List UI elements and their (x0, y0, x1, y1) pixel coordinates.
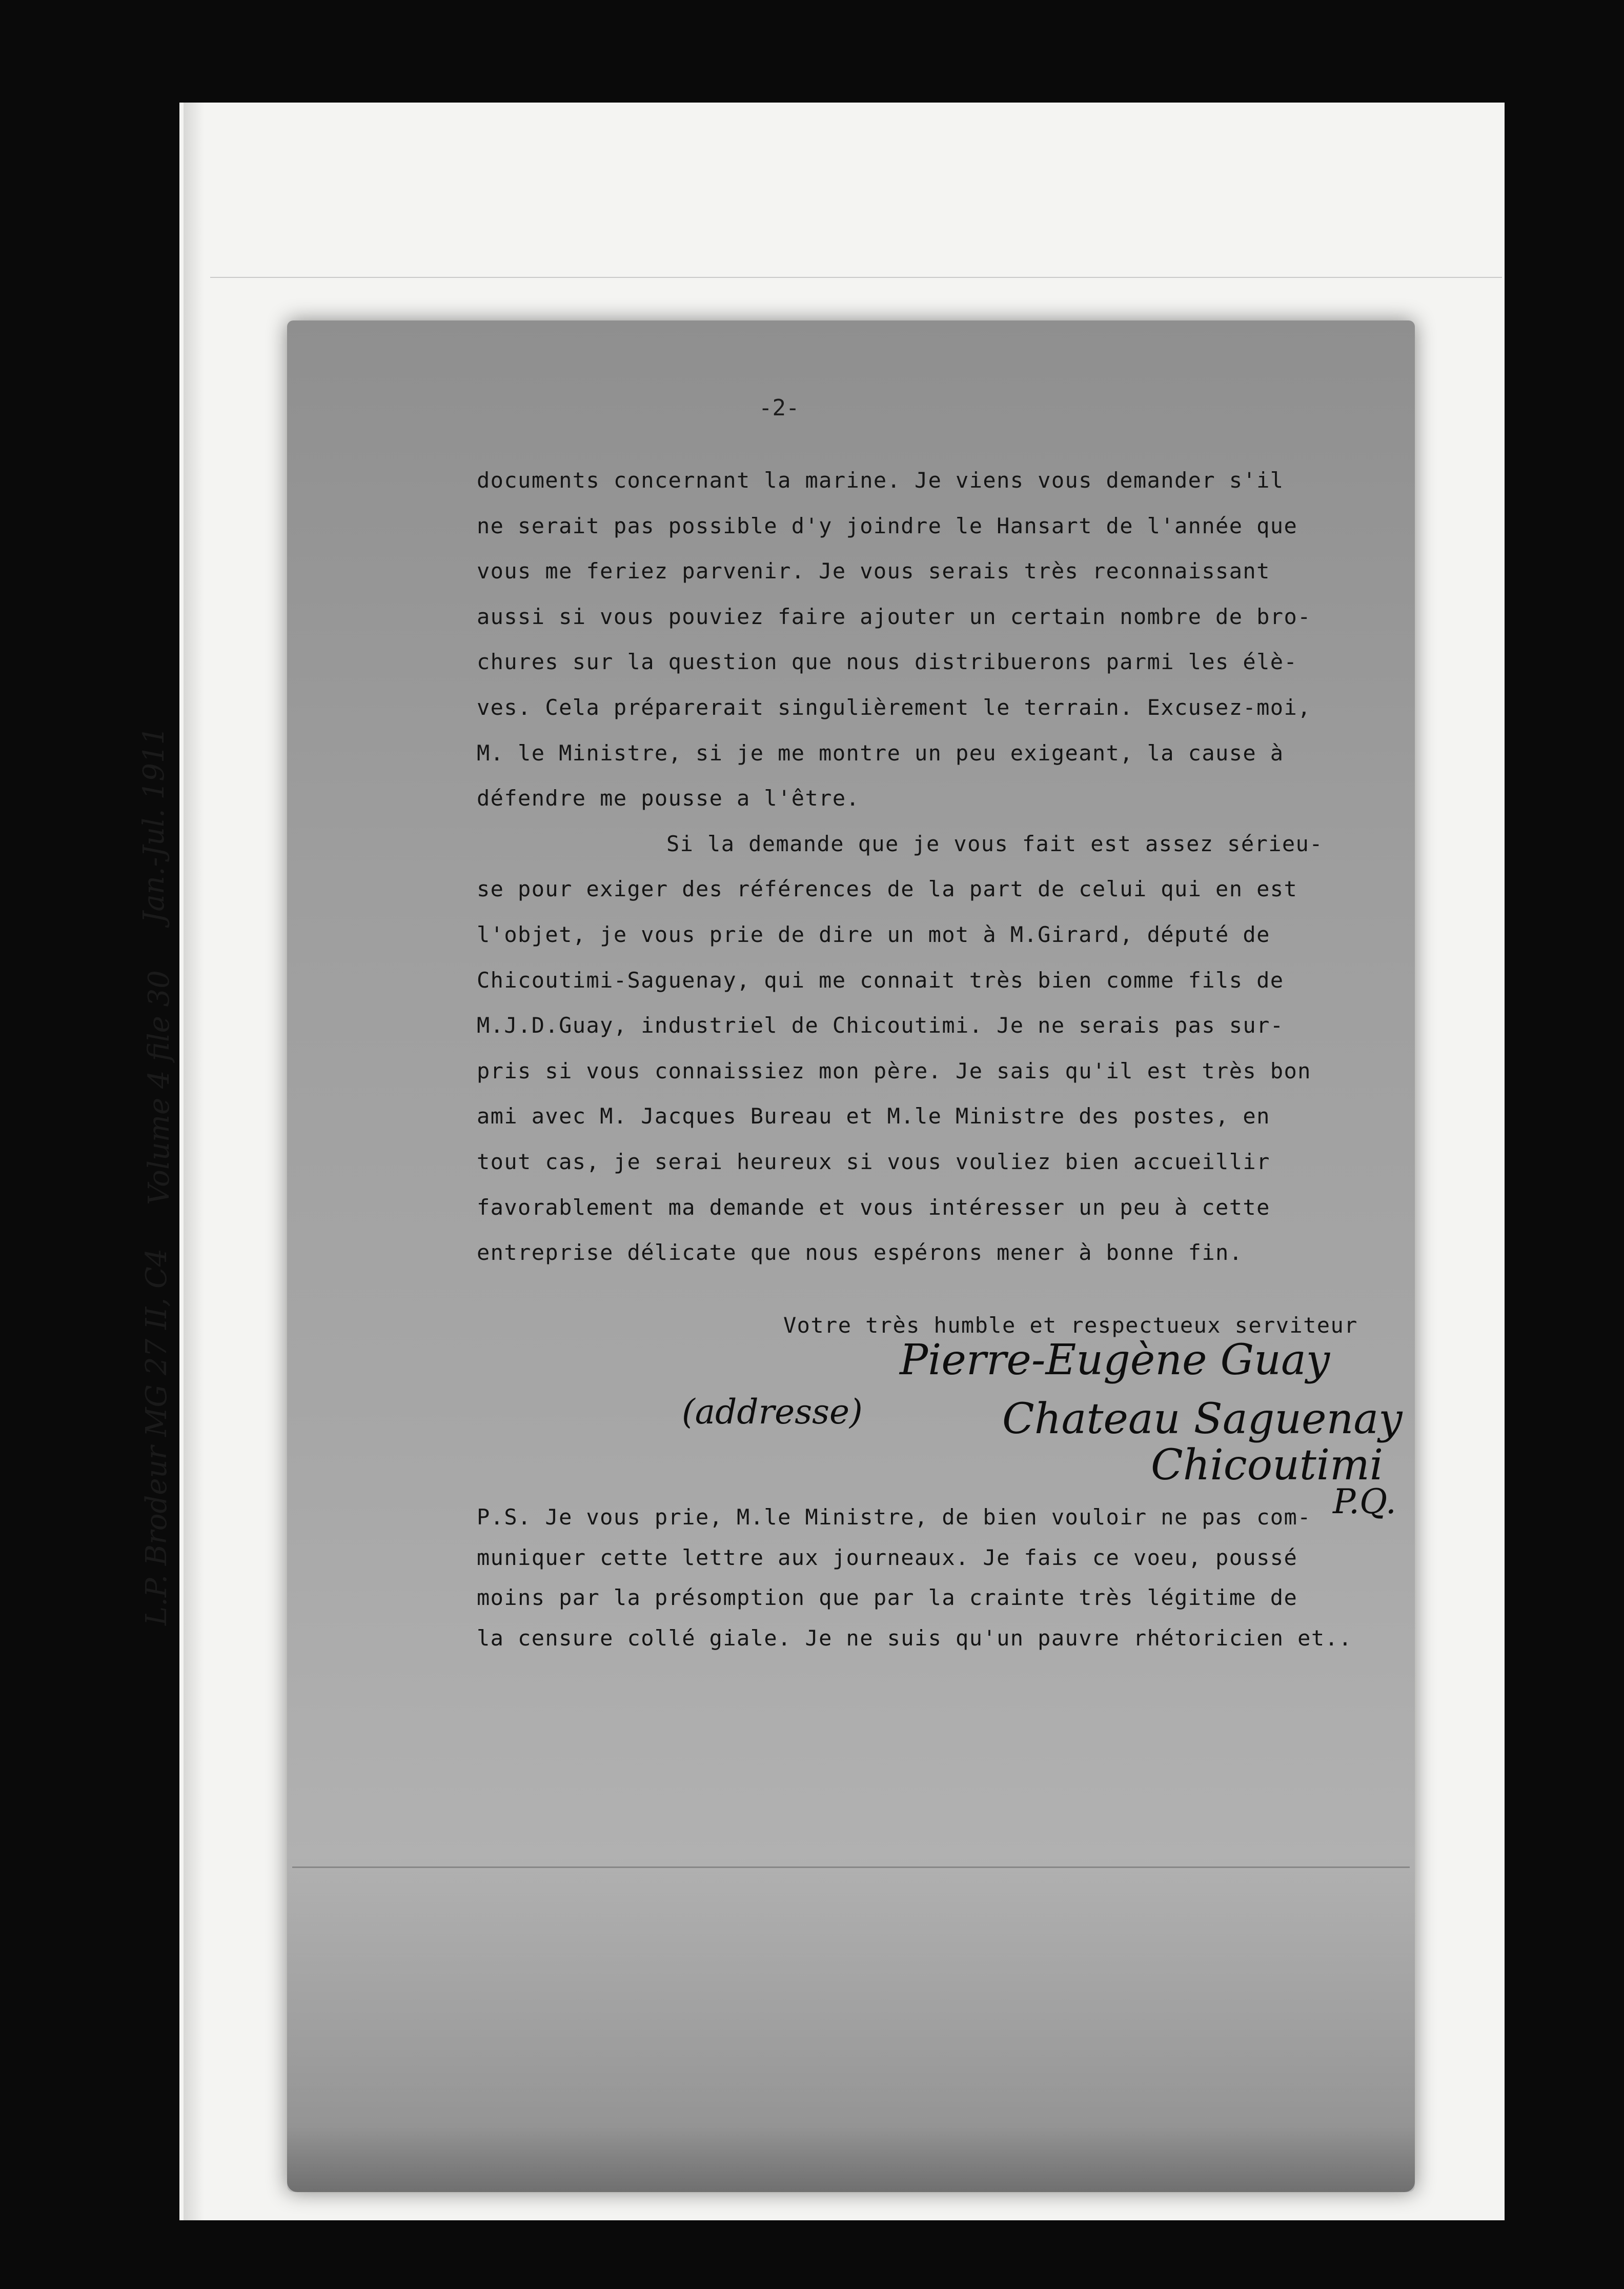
body-line: pris si vous connaissiez mon père. Je sais qu'il est très bon (477, 1058, 1311, 1083)
body-line: vous me feriez parvenir. Je vous serais très reconnaissant (477, 558, 1270, 584)
body-line: ne serait pas possible d'y joindre le Hansart de l'année que (477, 513, 1298, 538)
margin-note-date: Jan.-Jul. 1911 (137, 726, 171, 923)
body-line: se pour exiger des références de la part de celui qui en est (477, 876, 1298, 902)
body-line: documents concernant la marine. Je viens vous demander s'il (477, 468, 1284, 493)
letter-body (477, 458, 1405, 1276)
body-line: Si la demande que je vous fait est assez sérieu- (666, 831, 1323, 856)
postscript-line: la censure collé giale. Je ne suis qu'un pauvre rhétoricien et.. (477, 1625, 1352, 1651)
folder-edge (184, 103, 204, 2220)
signature-address-line: Chicoutimi (1151, 1441, 1384, 1490)
body-line: l'objet, je vous prie de dire un mot à M.Girard, député de (477, 921, 1270, 947)
postscript-line: muniquer cette lettre aux journeaux. Je fais ce voeu, poussé (477, 1544, 1298, 1570)
body-line: ves. Cela préparerait singulièrement le terrain. Excusez-moi, (477, 694, 1311, 720)
postscript-line: P.S. Je vous prie, M.le Ministre, de bien vouloir ne pas com- (477, 1504, 1311, 1530)
signature-address-line: P.Q. (1333, 1482, 1396, 1521)
sheet-fold-line (292, 1866, 1410, 1868)
postscript (477, 1497, 1410, 1658)
body-line: défendre me pousse a l'être. (477, 786, 860, 811)
sheet-shadow (287, 1856, 1415, 2192)
folder-crease (210, 277, 1502, 278)
postscript-line: moins par la présomption que par la crainte très légitime de (477, 1585, 1298, 1610)
body-line: tout cas, je serai heureux si vous vouliez bien accueillir (477, 1149, 1270, 1174)
signature-name: Pierre-Eugène Guay (900, 1336, 1330, 1384)
body-line: ami avec M. Jacques Bureau et M.le Ministre des postes, en (477, 1103, 1270, 1129)
body-line: Chicoutimi-Saguenay, qui me connait très bien comme fils de (477, 967, 1284, 993)
margin-note-fonds: L.P. Brodeur MG 27 II, C4 (140, 1248, 173, 1625)
margin-note-volume: Volume 4 file 30 (143, 970, 176, 1205)
signature-address-label: (addresse) (682, 1392, 863, 1432)
page-number: -2- (759, 395, 800, 421)
body-line: chures sur la question que nous distribuerons parmi les élè- (477, 649, 1298, 675)
letter-closing: Votre très humble et respectueux serviteur (783, 1313, 1358, 1338)
body-line: M.J.D.Guay, industriel de Chicoutimi. Je ne serais pas sur- (477, 1013, 1284, 1038)
signature-address-line: Chateau Saguenay (1002, 1395, 1403, 1443)
body-line: favorablement ma demande et vous intéresser un peu à cette (477, 1194, 1270, 1220)
body-line: aussi si vous pouviez faire ajouter un certain nombre de bro- (477, 604, 1311, 629)
body-line: M. le Ministre, si je me montre un peu exigeant, la cause à (477, 740, 1284, 766)
body-line: entreprise délicate que nous espérons mener à bonne fin. (477, 1240, 1243, 1266)
